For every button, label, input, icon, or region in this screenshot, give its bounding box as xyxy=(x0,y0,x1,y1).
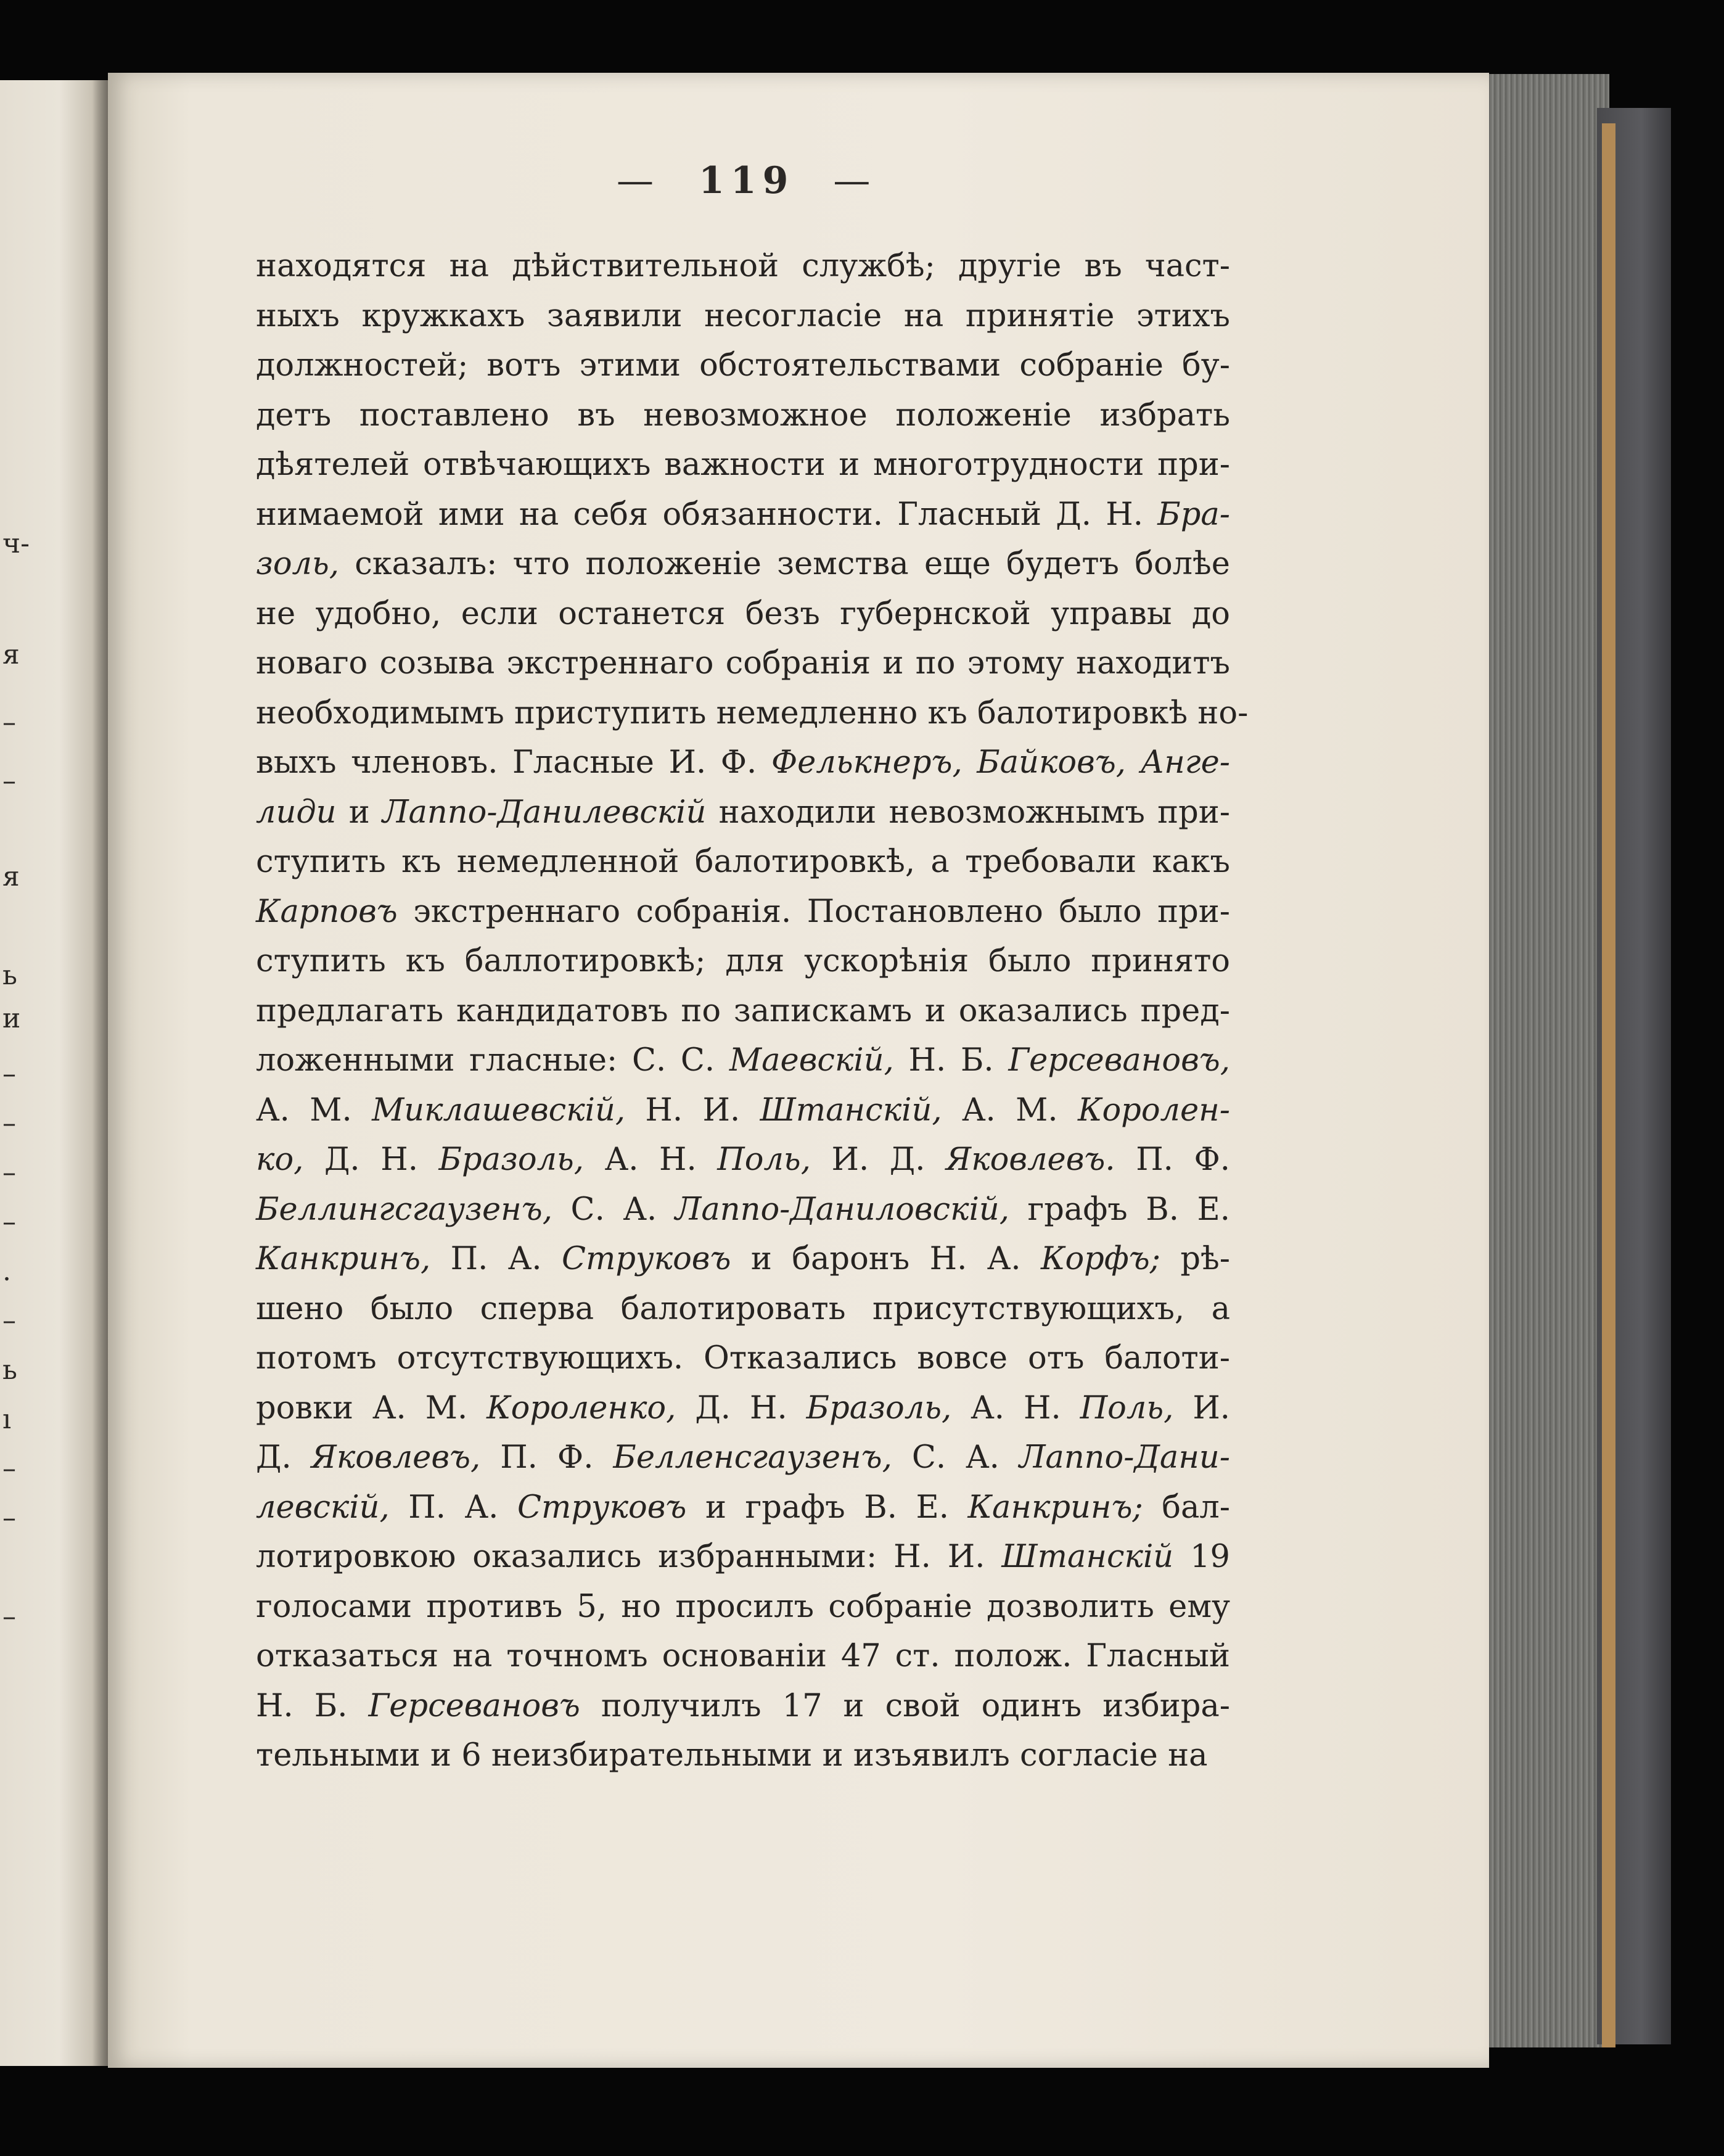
text-run: должностей; вотъ этими обстоятельствами собраніе бу- xyxy=(256,347,1230,384)
text-line xyxy=(256,639,1230,689)
left-page-fragment: ı xyxy=(2,1404,12,1435)
italic-name-run: Карповъ xyxy=(256,893,398,930)
text-line xyxy=(256,341,1230,391)
italic-name-run: Яковлевъ. xyxy=(946,1142,1115,1178)
text-run: шено было сперва балотировать присутствующихъ, а xyxy=(256,1290,1230,1327)
text-run: сказалъ: что положеніе земства еще будетъ болѣе xyxy=(339,546,1230,582)
italic-name-run: Бра- xyxy=(1157,496,1230,533)
left-page-fragment: я xyxy=(2,639,20,670)
left-page-fragment: – xyxy=(2,1206,16,1238)
text-run: находятся на дѣйствительной службѣ; другіе въ част- xyxy=(256,248,1230,284)
italic-name-run: Поль, xyxy=(1080,1389,1174,1426)
left-page-fragment: ч- xyxy=(2,528,30,559)
italic-name-run: Штанскій xyxy=(1001,1539,1174,1575)
text-run: Н. Б. xyxy=(893,1042,1009,1079)
left-page-fragment: ь xyxy=(2,960,17,991)
text-line xyxy=(256,1285,1230,1335)
text-run: А. М. xyxy=(256,1092,372,1129)
italic-name-run: Штанскій, xyxy=(760,1092,942,1129)
text-run: не удобно, если останется безъ губернской управы до xyxy=(256,595,1230,632)
italic-name-run: левскій, xyxy=(256,1489,390,1526)
italic-name-run: Миклашевскій, xyxy=(372,1092,626,1129)
left-page-fragment: и xyxy=(2,1003,21,1034)
text-line xyxy=(256,1682,1230,1732)
text-run: И. Д. xyxy=(810,1142,946,1178)
italic-name-run: Канкринъ; xyxy=(967,1489,1143,1526)
text-line xyxy=(256,440,1230,490)
left-page-fragment: – xyxy=(2,765,16,797)
italic-name-run: Струковъ xyxy=(562,1241,731,1277)
text-run: П. Ф. xyxy=(480,1439,614,1476)
text-run: и графъ В. Е. xyxy=(686,1489,968,1526)
text-run: и баронъ Н. А. xyxy=(731,1241,1041,1277)
italic-name-run: Белленсгаузенъ, xyxy=(613,1439,892,1476)
text-run: новаго созыва экстреннаго собранія и по этому находитъ xyxy=(256,645,1230,681)
text-line xyxy=(256,837,1230,887)
text-run: ныхъ кружкахъ заявили несогласіе на принятіе этихъ xyxy=(256,297,1230,334)
text-line xyxy=(256,1036,1230,1086)
left-page-fragment: – xyxy=(2,1601,16,1632)
text-line xyxy=(256,1632,1230,1682)
text-run: ступить къ баллотировкѣ; для ускорѣнія было принято xyxy=(256,943,1230,979)
text-run: Д. Н. xyxy=(303,1142,439,1178)
text-line xyxy=(256,590,1230,640)
running-head xyxy=(617,159,876,202)
text-run: детъ поставлено въ невозможное положеніе избрать xyxy=(256,397,1230,434)
italic-name-run: Фелькнеръ, Байковъ, Анге- xyxy=(771,744,1230,781)
left-page-fragment: . xyxy=(2,1256,11,1287)
text-run: П. А. xyxy=(430,1241,562,1277)
text-line xyxy=(256,788,1230,838)
text-run: рѣ- xyxy=(1160,1241,1230,1277)
italic-name-run: Корфъ; xyxy=(1041,1241,1160,1277)
text-run: Д. xyxy=(256,1439,311,1476)
italic-name-run: Лаппо-Данилевскій xyxy=(382,794,707,831)
left-page-fragment: – xyxy=(2,707,16,738)
text-run: Н. Б. xyxy=(256,1687,369,1724)
italic-name-run: Короленко, xyxy=(486,1389,676,1426)
left-page-fragment: ь xyxy=(2,1354,17,1386)
text-run: С. А. xyxy=(552,1191,675,1228)
text-run: А. Н. xyxy=(584,1142,718,1178)
text-run: отказаться на точномъ основаніи 47 ст. полож. Гласный xyxy=(256,1638,1230,1674)
text-line xyxy=(256,1086,1230,1136)
left-page-fragment: – xyxy=(2,1108,16,1139)
page-number: 119 xyxy=(699,159,795,202)
text-run: голосами противъ 5, но просилъ собраніе дозволить ему xyxy=(256,1588,1230,1625)
text-run: экстреннаго собранія. Постановлено было при- xyxy=(397,893,1230,930)
left-page-fragment: – xyxy=(2,1502,16,1534)
italic-name-run: Лаппо-Дани- xyxy=(1019,1439,1231,1476)
text-line xyxy=(256,1185,1230,1235)
italic-name-run: золь, xyxy=(256,546,339,582)
text-line xyxy=(256,689,1249,739)
text-line xyxy=(256,540,1230,590)
italic-name-run: Беллингсгаузенъ, xyxy=(256,1191,552,1228)
text-run: тельными и 6 неизбирательными и изъявилъ согласіе на xyxy=(256,1737,1208,1774)
text-run: А. Н. xyxy=(951,1389,1080,1426)
text-run: Д. Н. xyxy=(676,1389,807,1426)
italic-name-run: ко, xyxy=(256,1142,304,1178)
text-run: и xyxy=(336,794,382,831)
italic-name-run: Яковлевъ, xyxy=(311,1439,481,1476)
text-run: П. Ф. xyxy=(1115,1142,1231,1178)
left-page-fragment: – xyxy=(2,1058,16,1090)
italic-name-run: Королен- xyxy=(1078,1092,1231,1129)
text-run: А. М. xyxy=(942,1092,1078,1129)
text-line xyxy=(256,292,1230,342)
dash-right: — xyxy=(833,159,877,202)
body-text xyxy=(256,242,1249,1781)
text-run: И. xyxy=(1173,1389,1231,1426)
italic-name-run: Поль, xyxy=(717,1142,811,1178)
text-line xyxy=(256,1334,1230,1384)
text-line xyxy=(256,490,1230,540)
text-run: лотировкою оказались избранными: Н. И. xyxy=(256,1539,1002,1575)
italic-name-run: Герсевановъ, xyxy=(1008,1042,1230,1079)
text-line xyxy=(256,1135,1230,1185)
text-run: ровки А. М. xyxy=(256,1389,487,1426)
text-run: дѣятелей отвѣчающихъ важности и многотрудности при- xyxy=(256,446,1230,483)
italic-name-run: лиди xyxy=(256,794,337,831)
text-run: С. А. xyxy=(892,1439,1019,1476)
italic-name-run: Струковъ xyxy=(517,1489,687,1526)
text-line xyxy=(256,1533,1230,1582)
text-line xyxy=(256,887,1230,937)
book-page-edges xyxy=(1480,74,1609,2047)
left-page-fragment: – xyxy=(2,1305,16,1336)
text-run: 19 xyxy=(1173,1539,1230,1575)
text-line xyxy=(256,738,1230,788)
text-line xyxy=(256,1433,1230,1483)
text-line xyxy=(256,1582,1230,1632)
italic-name-run: Бразоль, xyxy=(806,1389,952,1426)
text-run: предлагать кандидатовъ по запискамъ и оказались пред- xyxy=(256,992,1230,1029)
text-line xyxy=(256,1731,1230,1781)
italic-name-run: Герсевановъ xyxy=(368,1687,580,1724)
text-run: бал- xyxy=(1143,1489,1230,1526)
text-run: Н. И. xyxy=(625,1092,760,1129)
text-line xyxy=(256,1483,1230,1533)
left-page-fragment: – xyxy=(2,1453,16,1484)
text-run: получилъ 17 и свой одинъ избира- xyxy=(580,1687,1230,1724)
left-page-fragment: я xyxy=(2,861,20,892)
text-line xyxy=(256,937,1230,987)
italic-name-run: Лаппо-Даниловскій, xyxy=(675,1191,1009,1228)
text-line xyxy=(256,987,1230,1037)
text-run: ступить къ немедленной балотировкѣ, а требовали какъ xyxy=(256,844,1230,880)
text-run: находили невозможнымъ при- xyxy=(706,794,1230,831)
text-run: П. А. xyxy=(389,1489,517,1526)
text-line xyxy=(256,1235,1230,1285)
italic-name-run: Бразоль, xyxy=(438,1142,584,1178)
cover-board-edge xyxy=(1602,123,1615,2047)
text-line xyxy=(256,1384,1230,1434)
italic-name-run: Канкринъ, xyxy=(256,1241,431,1277)
text-run: нимаемой ими на себя обязанности. Гласный Д. Н. xyxy=(256,496,1158,533)
previous-page-text-fragments xyxy=(0,0,37,2156)
text-run: ложенными гласные: С. С. xyxy=(256,1042,729,1079)
text-run: необходимымъ приступить немедленно къ балотировкѣ но- xyxy=(256,694,1249,731)
dash-left: — xyxy=(617,159,660,202)
text-run: потомъ отсутствующихъ. Отказались вовсе отъ балоти- xyxy=(256,1340,1230,1376)
text-line xyxy=(256,242,1230,292)
text-run: выхъ членовъ. Гласные И. Ф. xyxy=(256,744,771,781)
text-run: графъ В. Е. xyxy=(1009,1191,1230,1228)
italic-name-run: Маевскій, xyxy=(729,1042,894,1079)
text-line xyxy=(256,391,1230,441)
left-page-fragment: – xyxy=(2,1157,16,1188)
